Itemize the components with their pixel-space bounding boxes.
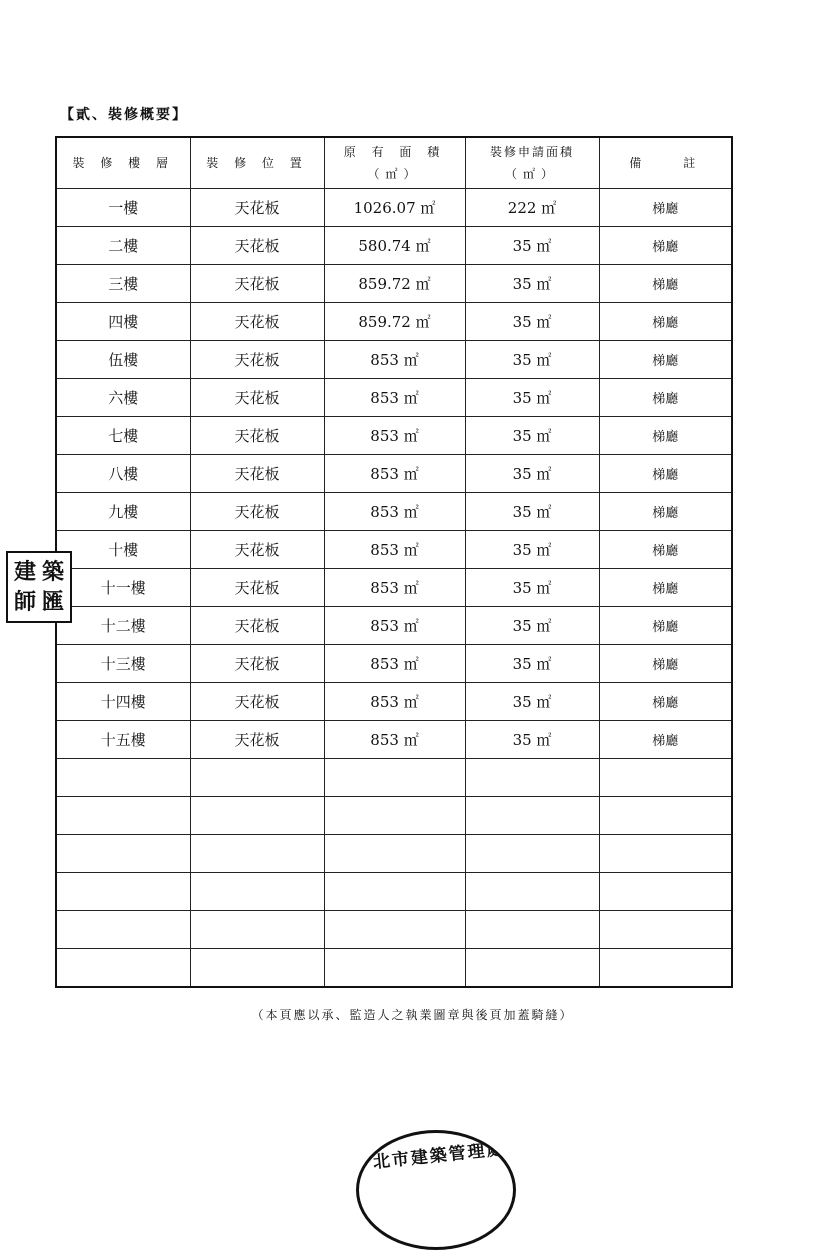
empty-cell	[599, 911, 732, 949]
table-row	[56, 531, 732, 569]
cell-remarks: 梯廳	[599, 227, 732, 265]
cell-original-area: 853 ㎡	[324, 493, 465, 531]
empty-cell	[56, 759, 190, 797]
table-row	[56, 341, 732, 379]
cell-remarks: 梯廳	[599, 683, 732, 721]
empty-cell	[465, 949, 599, 988]
cell-original-area: 859.72 ㎡	[324, 303, 465, 341]
empty-table-row	[56, 759, 732, 797]
cell-remarks: 梯廳	[599, 455, 732, 493]
empty-cell	[465, 759, 599, 797]
table-row	[56, 227, 732, 265]
empty-cell	[190, 911, 324, 949]
cell-original-area: 853 ㎡	[324, 607, 465, 645]
cell-remarks: 梯廳	[599, 493, 732, 531]
cell-location: 天花板	[190, 645, 324, 683]
table-row	[56, 607, 732, 645]
header-remarks: 備 註	[599, 137, 732, 189]
cell-floor: 三樓	[56, 265, 190, 303]
cell-location: 天花板	[190, 607, 324, 645]
cell-remarks: 梯廳	[599, 417, 732, 455]
empty-cell	[56, 797, 190, 835]
cell-location: 天花板	[190, 341, 324, 379]
cell-original-area: 853 ㎡	[324, 379, 465, 417]
cell-applied-area: 35 ㎡	[465, 265, 599, 303]
cell-location: 天花板	[190, 265, 324, 303]
empty-cell	[190, 949, 324, 988]
cell-original-area: 1026.07 ㎡	[324, 189, 465, 227]
empty-cell	[324, 873, 465, 911]
cell-floor: 九樓	[56, 493, 190, 531]
table-row	[56, 417, 732, 455]
table-row	[56, 189, 732, 227]
cell-floor: 四樓	[56, 303, 190, 341]
cell-location: 天花板	[190, 531, 324, 569]
cell-location: 天花板	[190, 569, 324, 607]
table-row	[56, 455, 732, 493]
empty-cell	[190, 759, 324, 797]
empty-cell	[190, 797, 324, 835]
empty-table-row	[56, 949, 732, 988]
cell-original-area: 853 ㎡	[324, 645, 465, 683]
cell-location: 天花板	[190, 417, 324, 455]
cell-floor: 一樓	[56, 189, 190, 227]
table-body	[56, 189, 732, 988]
cell-remarks: 梯廳	[599, 265, 732, 303]
cell-applied-area: 35 ㎡	[465, 645, 599, 683]
empty-cell	[56, 873, 190, 911]
table-row	[56, 265, 732, 303]
cell-applied-area: 35 ㎡	[465, 455, 599, 493]
cell-original-area: 853 ㎡	[324, 341, 465, 379]
cell-original-area: 859.72 ㎡	[324, 265, 465, 303]
empty-cell	[465, 911, 599, 949]
cell-floor: 十二樓	[56, 607, 190, 645]
cell-floor: 十五樓	[56, 721, 190, 759]
cell-floor: 七樓	[56, 417, 190, 455]
cell-remarks: 梯廳	[599, 379, 732, 417]
empty-table-row	[56, 835, 732, 873]
cell-location: 天花板	[190, 683, 324, 721]
cell-applied-area: 35 ㎡	[465, 721, 599, 759]
header-location: 裝 修 位 置	[190, 137, 324, 189]
empty-cell	[465, 835, 599, 873]
cell-floor: 十樓	[56, 531, 190, 569]
cell-remarks: 梯廳	[599, 607, 732, 645]
cell-original-area: 853 ㎡	[324, 683, 465, 721]
empty-cell	[465, 797, 599, 835]
cell-applied-area: 35 ㎡	[465, 569, 599, 607]
empty-cell	[324, 759, 465, 797]
header-original-area	[324, 137, 465, 189]
cell-floor: 十四樓	[56, 683, 190, 721]
cell-applied-area: 35 ㎡	[465, 607, 599, 645]
empty-cell	[324, 835, 465, 873]
cell-floor: 六樓	[56, 379, 190, 417]
cell-location: 天花板	[190, 721, 324, 759]
renovation-summary-table	[55, 136, 733, 988]
empty-cell	[324, 949, 465, 988]
cell-remarks: 梯廳	[599, 189, 732, 227]
cell-location: 天花板	[190, 379, 324, 417]
table-row	[56, 721, 732, 759]
empty-cell	[599, 759, 732, 797]
table-row	[56, 303, 732, 341]
cell-applied-area: 222 ㎡	[465, 189, 599, 227]
cell-floor: 二樓	[56, 227, 190, 265]
table-header-row	[56, 137, 732, 189]
cell-original-area: 853 ㎡	[324, 569, 465, 607]
table-row	[56, 493, 732, 531]
header-original-area-unit: （㎡）	[367, 167, 422, 181]
header-applied-area	[465, 137, 599, 189]
architect-side-stamp: 建 築 師 匯	[6, 551, 72, 623]
cell-floor: 十三樓	[56, 645, 190, 683]
empty-cell	[599, 949, 732, 988]
cell-location: 天花板	[190, 303, 324, 341]
cell-applied-area: 35 ㎡	[465, 379, 599, 417]
header-applied-area-label: 裝修申請面積	[489, 145, 574, 159]
header-floor: 裝 修 樓 層	[56, 137, 190, 189]
empty-table-row	[56, 911, 732, 949]
cell-original-area: 853 ㎡	[324, 455, 465, 493]
cell-remarks: 梯廳	[599, 303, 732, 341]
empty-table-row	[56, 873, 732, 911]
empty-cell	[190, 873, 324, 911]
cell-location: 天花板	[190, 455, 324, 493]
table-row	[56, 569, 732, 607]
cell-floor: 十一樓	[56, 569, 190, 607]
cell-remarks: 梯廳	[599, 531, 732, 569]
cell-location: 天花板	[190, 227, 324, 265]
cell-applied-area: 35 ㎡	[465, 531, 599, 569]
empty-cell	[599, 797, 732, 835]
cell-original-area: 853 ㎡	[324, 721, 465, 759]
section-title: 【貳、裝修概要】	[60, 107, 188, 123]
cell-applied-area: 35 ㎡	[465, 417, 599, 455]
empty-cell	[324, 911, 465, 949]
cell-applied-area: 35 ㎡	[465, 683, 599, 721]
cell-original-area: 580.74 ㎡	[324, 227, 465, 265]
header-applied-area-unit: （㎡）	[504, 167, 559, 181]
empty-table-row	[56, 797, 732, 835]
building-admin-seal: 北市建築管理處	[356, 1130, 516, 1250]
empty-cell	[56, 949, 190, 988]
cell-original-area: 853 ㎡	[324, 531, 465, 569]
cell-location: 天花板	[190, 189, 324, 227]
cell-applied-area: 35 ㎡	[465, 341, 599, 379]
empty-cell	[56, 911, 190, 949]
cell-applied-area: 35 ㎡	[465, 303, 599, 341]
empty-cell	[599, 835, 732, 873]
cell-original-area: 853 ㎡	[324, 417, 465, 455]
empty-cell	[190, 835, 324, 873]
cell-remarks: 梯廳	[599, 341, 732, 379]
footnote: （本頁應以承、監造人之執業圖章與後頁加蓋騎縫）	[251, 1008, 574, 1022]
header-original-area-label: 原 有 面 積	[343, 145, 446, 159]
cell-remarks: 梯廳	[599, 721, 732, 759]
table-row	[56, 683, 732, 721]
cell-remarks: 梯廳	[599, 569, 732, 607]
empty-cell	[56, 835, 190, 873]
table-row	[56, 645, 732, 683]
cell-applied-area: 35 ㎡	[465, 227, 599, 265]
empty-cell	[324, 797, 465, 835]
cell-remarks: 梯廳	[599, 645, 732, 683]
cell-floor: 伍樓	[56, 341, 190, 379]
empty-cell	[599, 873, 732, 911]
cell-floor: 八樓	[56, 455, 190, 493]
cell-location: 天花板	[190, 493, 324, 531]
cell-applied-area: 35 ㎡	[465, 493, 599, 531]
table-row	[56, 379, 732, 417]
empty-cell	[465, 873, 599, 911]
